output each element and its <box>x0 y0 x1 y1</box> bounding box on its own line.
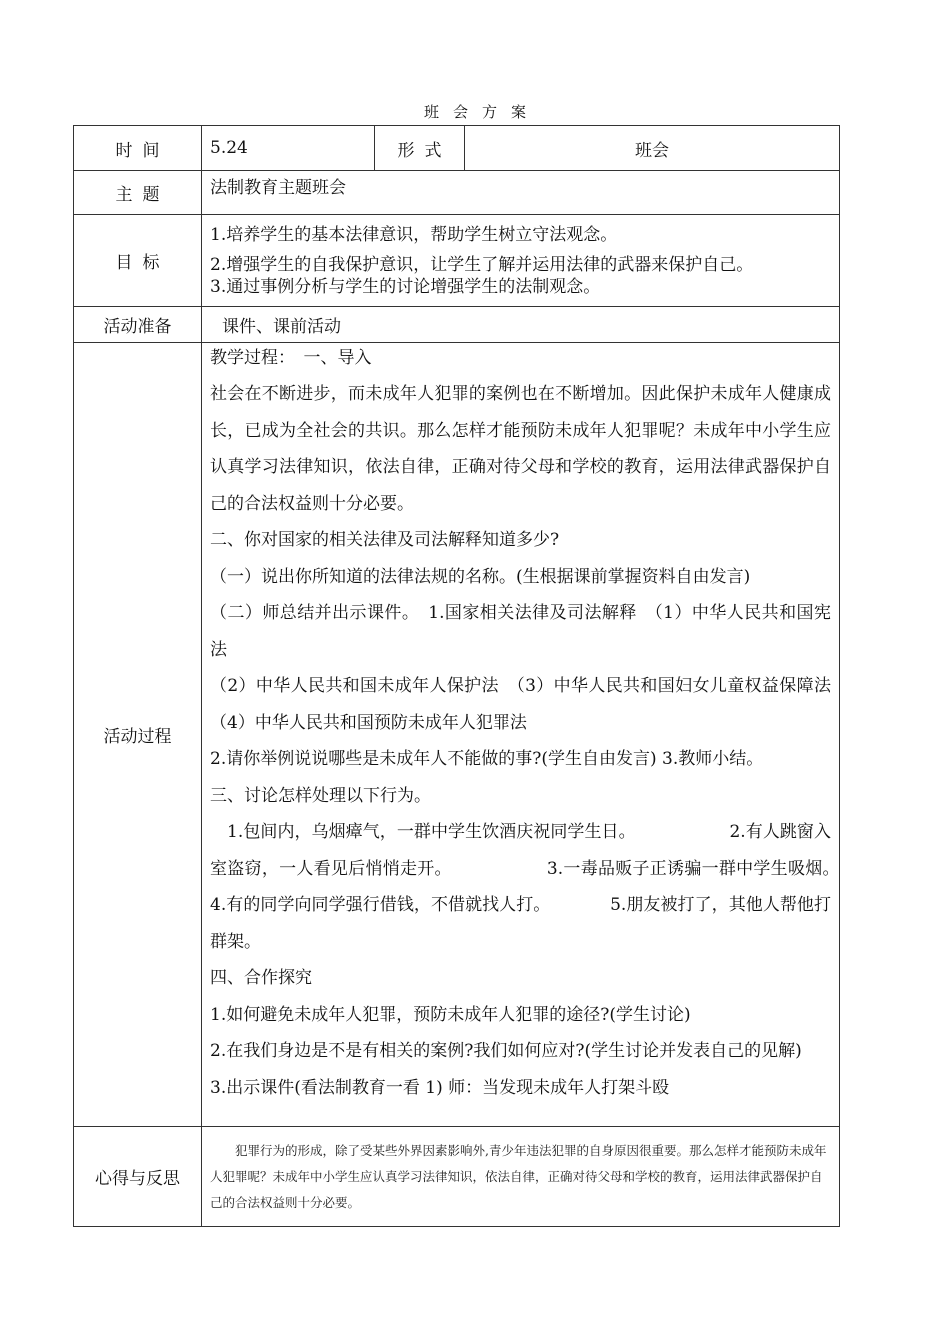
time-label: 时间 <box>74 126 202 171</box>
prep-value: 课件、课前活动 <box>202 307 840 343</box>
process-paragraph: （一）说出你所知道的法律法规的名称。(生根据课前掌握资料自由发言) <box>210 566 751 587</box>
process-paragraph: 社会在不断进步，而未成年人犯罪的案例也在不断增加。因此保护未成年人健康成长，已成为全社会的共识。那么怎样才能预防未成年人犯罪呢？未成年中小学生应认真学习法律知识，依法自律，正确对待父母和学校的教育，运用法律武器保护自己的合法权益则十分必要。 <box>210 384 831 514</box>
form-label: 形式 <box>375 126 465 171</box>
row-reflect <box>74 1127 840 1227</box>
row-topic <box>74 171 840 215</box>
class-meeting-plan-table <box>73 125 916 1227</box>
reflect-value: 犯罪行为的形成，除了受某些外界因素影响外,青少年违法犯罪的自身原因很重要。那么怎样才能预防未成年人犯罪呢？未成年中小学生应认真学习法律知识，依法自律，正确对待父母和学校的教育，运用法律武器保护自己的合法权益则十分必要。 <box>202 1127 840 1227</box>
process-content <box>202 343 916 1127</box>
form-value: 班会 <box>465 126 840 171</box>
time-value: 5.24 <box>202 126 375 171</box>
process-paragraph: 教学过程： 一、导入 <box>210 348 372 368</box>
process-paragraph: （二）师总结并出示课件。 1.国家相关法律及司法解释 （1）中华人民共和国宪法 <box>210 603 831 660</box>
process-paragraph: 1.包间内，乌烟瘴气，一群中学生饮酒庆祝同学生日。 2.有人跳窗入室盗窃，一人看见后悄悄走开。 3.一毒品贩子正诱骗一群中学生吸烟。 4.有的同学向同学强行借钱，不借就找人打。 5.朋友被打了，其他人帮他打群架。 <box>210 822 916 952</box>
process-paragraph: 2.在我们身边是不是有相关的案例?我们如何应对?(学生讨论并发表自己的见解) <box>210 1041 802 1061</box>
goals-label: 目标 <box>74 215 202 307</box>
goal-item: 2.增强学生的自我保护意识，让学生了解并运用法律的武器来保护自己。 <box>210 254 754 275</box>
row-time <box>74 126 840 171</box>
prep-label: 活动准备 <box>74 307 202 343</box>
process-paragraph: 2.请你举例说说哪些是未成年人不能做的事?(学生自由发言) 3.教师小结。 <box>210 749 764 769</box>
topic-value: 法制教育主题班会 <box>202 171 840 215</box>
process-paragraph: 三、讨论怎样处理以下行为。 <box>210 785 431 806</box>
topic-label: 主题 <box>74 171 202 215</box>
process-paragraph: （2）中华人民共和国未成年人保护法 （3）中华人民共和国妇女儿童权益保障法 （4）中华人民共和国预防未成年人犯罪法 <box>210 676 848 733</box>
row-goals <box>74 215 840 307</box>
process-paragraph: 1.如何避免未成年人犯罪，预防未成年人犯罪的途径?(学生讨论) <box>210 1004 691 1025</box>
process-paragraph: 四、合作探究 <box>210 968 312 988</box>
goal-item: 1.培养学生的基本法律意识，帮助学生树立守法观念。 <box>210 224 618 245</box>
process-label: 活动过程 <box>74 343 202 1127</box>
goal-item: 3.通过事例分析与学生的讨论增强学生的法制观念。 <box>210 276 601 297</box>
row-prep <box>74 307 840 343</box>
row-process <box>74 343 840 1127</box>
document-title: 班会方案 <box>423 103 540 121</box>
process-paragraph: 3.出示课件(看法制教育一看 1) 师：当发现未成年人打架斗殴 <box>210 1077 670 1098</box>
process-paragraph: 二、你对国家的相关法律及司法解释知道多少? <box>210 530 560 550</box>
reflect-label: 心得与反思 <box>74 1127 202 1227</box>
goals-list <box>202 215 840 307</box>
